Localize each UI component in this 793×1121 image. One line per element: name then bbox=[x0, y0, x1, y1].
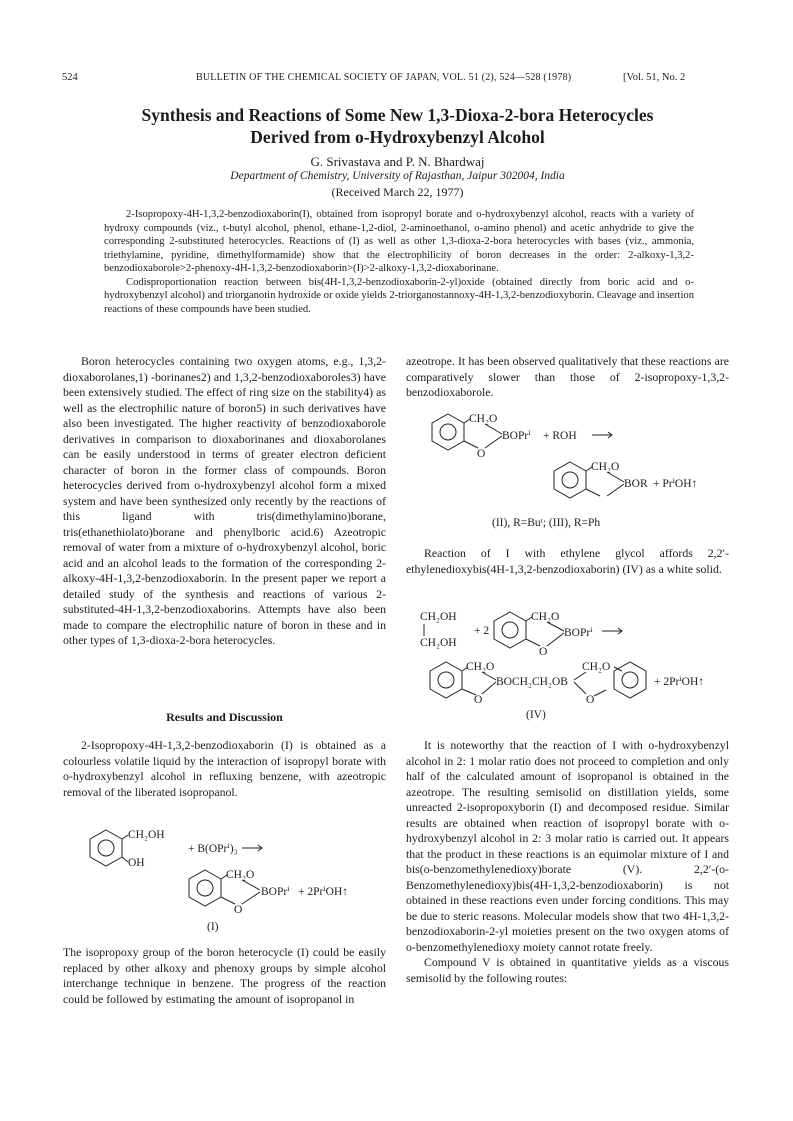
right-column-para-1 bbox=[406, 354, 729, 401]
scheme-2-reaction bbox=[410, 404, 740, 532]
results-paragraph-1 bbox=[63, 738, 386, 800]
results-text-1: 2-Isopropoxy-4H-1,3,2-benzodioxaborin (I) is obtained as a colourless volatile liquid by the interaction of isopropyl borate with o-hydroxybenzyl alcohol in refluxing benzene, with azeotropic removal of the liberated isopropanol. bbox=[63, 738, 386, 799]
journal-header: BULLETIN OF THE CHEMICAL SOCIETY OF JAPAN, VOL. 51 (2), 524—528 (1978) bbox=[196, 72, 572, 83]
page-number: 524 bbox=[62, 72, 78, 83]
scheme3-ring-oxygen: O bbox=[539, 646, 548, 658]
scheme3-plus-two: + 2 bbox=[474, 625, 490, 637]
product-ch2o: CH₂O bbox=[226, 869, 255, 881]
scheme3-product-left-ch2o: CH₂O bbox=[466, 661, 495, 673]
right-column-para-3 bbox=[406, 738, 729, 986]
scheme-3-reaction bbox=[410, 600, 740, 726]
scheme3-label: (IV) bbox=[526, 709, 546, 721]
scheme2-product-bor: BOR bbox=[624, 478, 648, 490]
article-title-line1: Synthesis and Reactions of Some New 1,3-Dioxa-2-bora Heterocycles bbox=[141, 105, 654, 125]
reagent-isopropyl-borate: + B(OPrⁱ)₃ bbox=[188, 843, 238, 855]
scheme2-ch2o: CH₂O bbox=[469, 413, 498, 425]
substituent-oh: OH bbox=[128, 857, 145, 869]
scheme2-product-ch2o: CH₂O bbox=[591, 461, 620, 473]
section-heading: Results and Discussion bbox=[166, 710, 283, 724]
scheme2-boron-group: BOPrⁱ bbox=[502, 430, 531, 442]
benzene-ring-scheme3-product-right bbox=[614, 662, 646, 698]
benzene-ring-reactant bbox=[90, 830, 122, 866]
right-text-4: Compound V is obtained in quantitative yields as a viscous semisolid by the following routes: bbox=[406, 955, 729, 985]
benzene-ring-scheme2-product bbox=[554, 462, 586, 498]
scheme3-product-right-oxygen: O bbox=[586, 694, 595, 706]
compound-label-I: (I) bbox=[207, 921, 219, 933]
benzene-ring-scheme3-reactant bbox=[494, 612, 526, 648]
scheme2-byproduct: + PrⁱOH↑ bbox=[653, 478, 698, 490]
glycol-bottom: CH₂OH bbox=[420, 637, 457, 649]
product-boron-group: BOPrⁱ bbox=[261, 886, 290, 898]
benzene-ring-scheme2-reactant bbox=[432, 414, 464, 450]
scheme3-bridge: BOCH₂CH₂OB bbox=[496, 676, 568, 688]
right-text-2: Reaction of I with ethylene glycol affords 2,2′-ethylenedioxybis(4H-1,3,2-benzodioxaborin) (IV) as a white solid. bbox=[406, 546, 729, 576]
product-ring-oxygen: O bbox=[234, 904, 243, 916]
volume-label: [Vol. 51, No. 2 bbox=[623, 72, 686, 83]
results-text-2: The isopropoxy group of the boron heterocycle (I) could be easily replaced by other alkoxy and phenoxy groups by simple alcohol interchange technique in benzene. The progress of the reaction could be followed by estimating the amount of isopropanol in bbox=[63, 945, 386, 1006]
right-column-para-2 bbox=[406, 546, 729, 577]
abstract-paragraph-2: Codisproportionation reaction between bis(4H-1,3,2-benzodioxaborin-2-yl)oxide (obtained directly from boric acid and o-hydroxybenzyl alcohol) and triorganotin hydroxide or oxide yields 2-triorganostannoxy-4H-1,3,2-benzodioxyborin. Cleavage and insertion reactions of these compounds have been studied. bbox=[104, 276, 694, 315]
affiliation: Department of Chemistry, University of Rajasthan, Jaipur 302004, India bbox=[230, 170, 565, 182]
scheme3-byproduct: + 2PrⁱOH↑ bbox=[654, 676, 705, 688]
abstract-paragraph-1: 2-Isopropoxy-4H-1,3,2-benzodioxaborin(I), obtained from isopropyl borate and o-hydroxybenzyl alcohol, reacts with a variety of hydroxy compounds (viz., t-butyl alcohol, phenol, ethane-1,2-diol, 2-aminoethanol, o-amino phenol) and acetic anhydride to give the corresponding 2-substituted heterocycles. Reactions of (I) as well as other 1,3-dioxa-2-bora heterocycles with bases (viz., ammonia, triethylamine, pyridine, dimethylformamide) show that the electrophilicity of boron decreases in the order: 2-alkoxy-1,3,2-benzodioxaborole>2-phenoxy-4H-1,3,2-benzodioxaborin>(I)>2-alkoxy-1,3,2-dioxaborinane. bbox=[104, 209, 694, 274]
abstract bbox=[104, 208, 694, 316]
benzene-ring-product bbox=[189, 870, 221, 906]
scheme3-product-left-oxygen: O bbox=[474, 694, 483, 706]
results-paragraph-2 bbox=[63, 945, 386, 1007]
scheme2-label: (II), R=Buᵗ; (III), R=Ph bbox=[492, 517, 601, 529]
scheme3-boron-group: BOPrⁱ bbox=[564, 627, 593, 639]
substituent-ch2oh: CH₂OH bbox=[128, 829, 165, 841]
right-text-1: azeotrope. It has been observed qualitatively that these reactions are comparatively slower than those of 2-isopropoxy-1,3,2-benzodioxaborole. bbox=[406, 354, 729, 399]
intro-paragraph: Boron heterocycles containing two oxygen atoms, e.g., 1,3,2-dioxaborolanes,1) -borinanes2) and 1,3,2-benzodioxaboroles3) have been extensively studied. The effect of ring size on the stability4) as well as the electrophilic nature of boron5) in such derivatives have also been investigated. The higher reactivity of benzodioxaborole derivatives in comparison to dioxaborinanes and dioxaborolanes can be easily understood in terms of greater electron deficient character of boron in the former class of compounds. Boron heterocycles derived from o-hydroxybenzyl alcohol form a mixed system and have been synthesized only recently by the reactions of this ligand with tris(dimethylamino)borane, tris(ethanethiolato)borane and phenylboric acid.6) Azeotropic removal of water from a mixture of o-hydroxybenzyl alcohol, boric acid and an alcohol leads to the formation of the corresponding 2-alkoxy-4H-1,3,2-benzodioxaborin. In the present paper we report a detailed study of the synthesis and reactions of various 2-substituted-4H-1,3,2-benzodioxaborins. Attempts have also been made to compare the electrophilic nature of boron in these and in other types of 1,3-dioxa-2-bora heterocycles. bbox=[63, 354, 386, 647]
benzene-ring-scheme3-product-left bbox=[430, 662, 462, 698]
scheme-1-reaction bbox=[70, 818, 390, 938]
scheme3-ch2o: CH₂O bbox=[531, 611, 560, 623]
right-text-3: It is noteworthy that the reaction of I with o-hydroxybenzyl alcohol in 2: 1 molar ratio does not proceed to completion and only half of the calculated amount of isopropanol is obtained in the azeotrope. The resulting semisolid on distillation yields, some unreacted 2-isopropoxyborin (I) and decomposed residue. Similar results are obtained when reaction of isopropyl borate with o-hydroxybenzyl alcohol in 2: 3 molar ratio is carried out. It appears that the product in these reactions is an equimolar mixture of I and bis(o-benzomethylenedioxy)borate (V). 2,2′-(o-Benzomethylenedioxy)bis(4H-1,3,2-benzodioxaborin) is not obtained in these reactions even under forcing conditions. This may be due to steric reasons. Molecular models show that two 4H-1,3,2-benzodioxaborin-2-yl moieties present on the two oxygen atoms of o-benzomethylenedioxy moiety cannot rotate freely. bbox=[406, 738, 729, 954]
glycol-top: CH₂OH bbox=[420, 611, 457, 623]
scheme2-ring-oxygen: O bbox=[477, 448, 486, 460]
received-date: (Received March 22, 1977) bbox=[331, 185, 464, 199]
authors: G. Srivastava and P. N. Bhardwaj bbox=[310, 154, 485, 169]
scheme2-reagent: + ROH bbox=[543, 430, 577, 442]
left-column-intro bbox=[63, 354, 386, 649]
byproduct-isopropanol: + 2PrⁱOH↑ bbox=[298, 886, 349, 898]
article-title-line2: Derived from o-Hydroxybenzyl Alcohol bbox=[250, 127, 545, 147]
scheme3-product-right-ch2o: CH₂O bbox=[582, 661, 611, 673]
